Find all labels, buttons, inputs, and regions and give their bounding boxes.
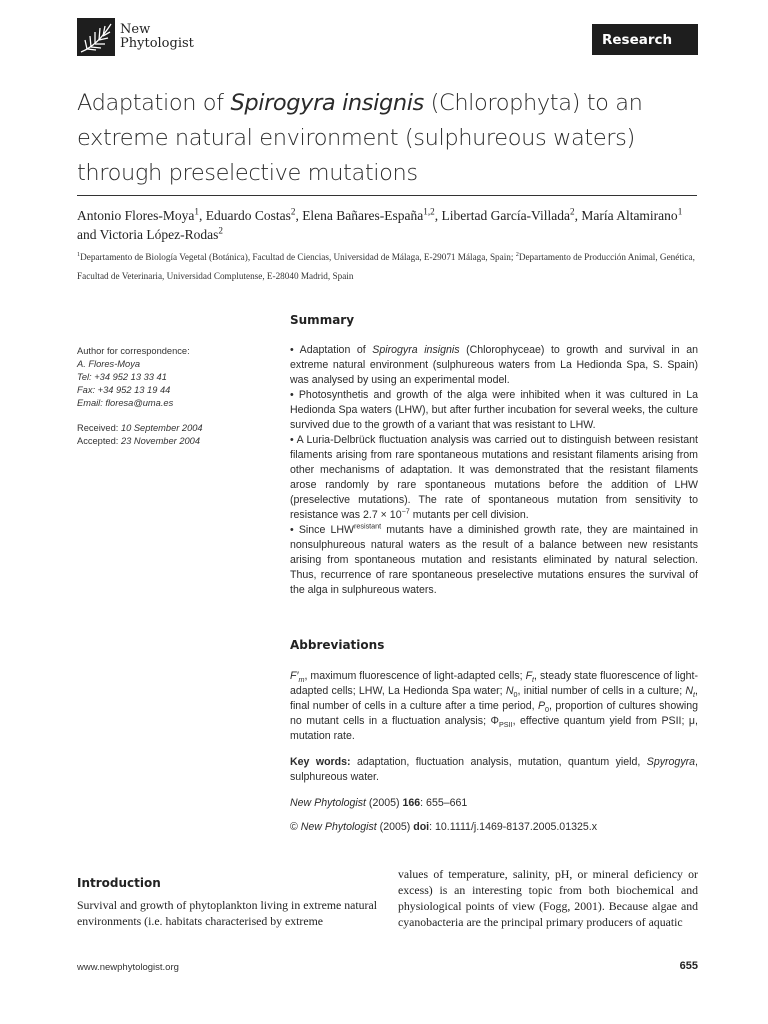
summary-bullet-1-text: • Adaptation of [290,344,373,356]
copyright-journal: New Phytologist [300,821,377,833]
doi-label: doi [413,821,430,833]
journal-name-line2: Phytologist [120,36,194,51]
keywords-end: , sulphureous water. [290,756,698,783]
keywords-label: Key words: [290,756,351,768]
summary-bullet-4-rest: mutants have a diminished growth rate, they are maintained in nonsulphureous natural waters as the result of a balance between new resistants arising from spontaneous mutation and resistants eliminated by natural selection. Thus, recurrence of rare spontaneous preselective mutations ensures the survival of the alga in sulphureous waters. [290,524,698,596]
keywords-text: adaptation, fluctuation analysis, mutation, quantum yield, [350,756,647,768]
author-name: Eduardo Costas [205,208,291,223]
title-part1: Adaptation of [77,90,231,116]
abbr-sub: 0 [545,705,550,715]
author-name: Antonio Flores-Moya [77,208,195,223]
citation-journal: New Phytologist [290,797,366,809]
received-label: Received: [77,423,121,433]
author-list: Antonio Flores-Moya$^1$, Eduardo Costas$^2$, Elena Bañares-España$^{1,2}$, Libertad García-Villada$^2$, María Altamirano$^1$ and Victoria López-Rodas$^2$ [77,206,683,242]
summary-bullet-4-sup: resistant [354,521,382,531]
journal-name [120,23,194,51]
introduction-right-column: values of temperature, salinity, pH, or mineral deficiency or excess) is an interesting topic from both biochemical and physiological points of view (Fogg, 2001). Because algae and cyanobacteria are the principal primary producers of aquatic [398,867,698,929]
affiliations [77,248,702,286]
abbr-def: , steady state fluorescence of light-adapted cells; LHW, La Hedionda Spa water; [290,670,698,697]
correspondence-name: A. Flores-Moya [77,359,141,369]
copyright-year: (2005) [376,821,414,833]
summary-bullet [290,343,698,388]
citation-volume: 166 [402,797,421,809]
abbr-sub: 0 [513,690,518,700]
summary-bullet-3-end: mutants per cell division. [409,509,529,521]
affiliation-mark: 1 [77,250,81,258]
introduction-left-column: Survival and growth of phytoplankton living in extreme natural environments (i.e. habitats characterised by extreme [77,898,377,928]
abbr-term: F′ [290,670,299,682]
doi-value[interactable]: : 10.1111/j.1469-8137.2005.01325.x [429,821,597,833]
abbr-term: P [537,700,546,712]
title-species: Spirogyra insignis [230,90,424,116]
keywords-species: Spyrogyra [646,756,696,768]
author-affiliation-mark: 1,2 [423,206,435,217]
abbr-term: N [685,685,694,697]
summary-bullet-2-text: • Photosynthetis and growth of the alga were inhibited when it was cultured in La Hedionda Spa waters (LHW), but after further incubation for several weeks, the culture survived due to the growth of a variant that was resistant to LHW. [290,389,698,431]
author-name: Libertad García-Villada [441,208,570,223]
summary-bullet [290,433,698,523]
section-tab-research: Research [592,24,698,55]
citation-year: (2005) [365,797,403,809]
author-affiliation-mark: 1 [194,206,199,217]
abbr-def: , maximum fluorescence of light-adapted cells; [304,670,526,682]
abbr-def: , proportion of cultures showing no mutant cells in a fluctuation analysis; Φ [290,700,699,727]
author-name: Elena Bañares-España [302,208,424,223]
summary-bullet-1-species: Spirogyra insignis [372,344,460,356]
summary-bullet-3-exponent: −7 [401,506,410,516]
abbr-def: , initial number of cells in a culture; [517,685,686,697]
author-name: Victoria López-Rodas [99,227,219,242]
accepted-value: 23 November 2004 [120,436,201,446]
citation [290,796,698,811]
abbr-sub: t [532,675,535,685]
accepted-date [77,435,267,448]
page-number: 655 [679,960,698,972]
affiliation-2: Departamento de Producción Animal, Genética, Facultad de Veterinaria, Universidad Complutense, E-28040 Madrid, Spain [77,252,695,281]
correspondence-tel: Tel: +34 952 13 33 41 [77,372,167,382]
author-affiliation-mark: 2 [290,206,296,217]
copyright-doi [290,820,698,835]
abbr-term: F [525,670,533,682]
summary-bullet-3-text: • A Luria-Delbrück fluctuation analysis was carried out to distinguish between resistant filaments arising from rare spontaneous mutations and resistant filaments arising from other mechanisms of adaptation. It was demonstrated that the resistant filaments arose randomly by rare spontaneous mutations before the addition of LHW (preselective mutations). The rate of spontaneous mutation from sensitivity to resistance was 2.7 × 10 [290,434,698,521]
abbr-def: , final number of cells in a culture after a time period, [290,685,698,712]
article-title [77,86,702,191]
author-affiliation-mark: 2 [569,206,575,217]
citation-pages: : 655–661 [420,797,468,809]
author-name: María Altamirano [581,208,678,223]
summary-bullet-1-rest: (Chlorophyceae) to growth and survival in an extreme natural environment (sulphureous waters from La Hedionda Spa, S. Spain) was analysed by using an experimental model. [290,344,698,386]
abbr-sub: t [693,690,696,700]
abbr-term: N [505,685,514,697]
summary-text [290,343,698,598]
summary-bullet [290,523,698,598]
affiliation-mark: 2 [515,250,519,258]
introduction-heading: Introduction [77,876,161,890]
abbreviations-text [290,669,698,744]
correspondence-email[interactable]: Email: floresa@uma.es [77,398,174,408]
affiliation-1: Departamento de Biología Vegetal (Botánica), Facultad de Ciencias, Universidad de Málaga, E-29071 Málaga, Spain; [80,252,516,262]
summary-bullet-4-text: • Since LHW [290,524,354,536]
correspondence-fax: Fax: +34 952 13 19 44 [77,385,171,395]
journal-logo [77,17,194,57]
keywords [290,755,698,785]
abbr-def: , effective quantum yield from PSII; μ, mutation rate. [290,715,698,742]
author-affiliation-mark: 2 [218,225,223,236]
summary-bullet [290,388,698,433]
abbr-sub: PSII [498,720,513,730]
abbreviations-heading: Abbreviations [290,638,385,652]
copyright-symbol: © [290,821,301,833]
summary-heading: Summary [290,313,355,327]
correspondence-block [77,345,267,448]
journal-name-line1: New [120,22,151,37]
title-divider [77,195,697,196]
fern-logo-icon [77,18,115,56]
received-date [77,422,267,435]
abbr-sub: m [298,675,305,685]
title-part2: (Chlorophyta) to an extreme natural environment (sulphureous waters) through preselective mutations [77,90,643,186]
author-affiliation-mark: 1 [677,206,683,217]
accepted-label: Accepted: [77,436,121,446]
received-value: 10 September 2004 [120,423,203,433]
footer-url[interactable]: www.newphytologist.org [77,962,179,973]
correspondence-label: Author for correspondence: [77,346,190,356]
